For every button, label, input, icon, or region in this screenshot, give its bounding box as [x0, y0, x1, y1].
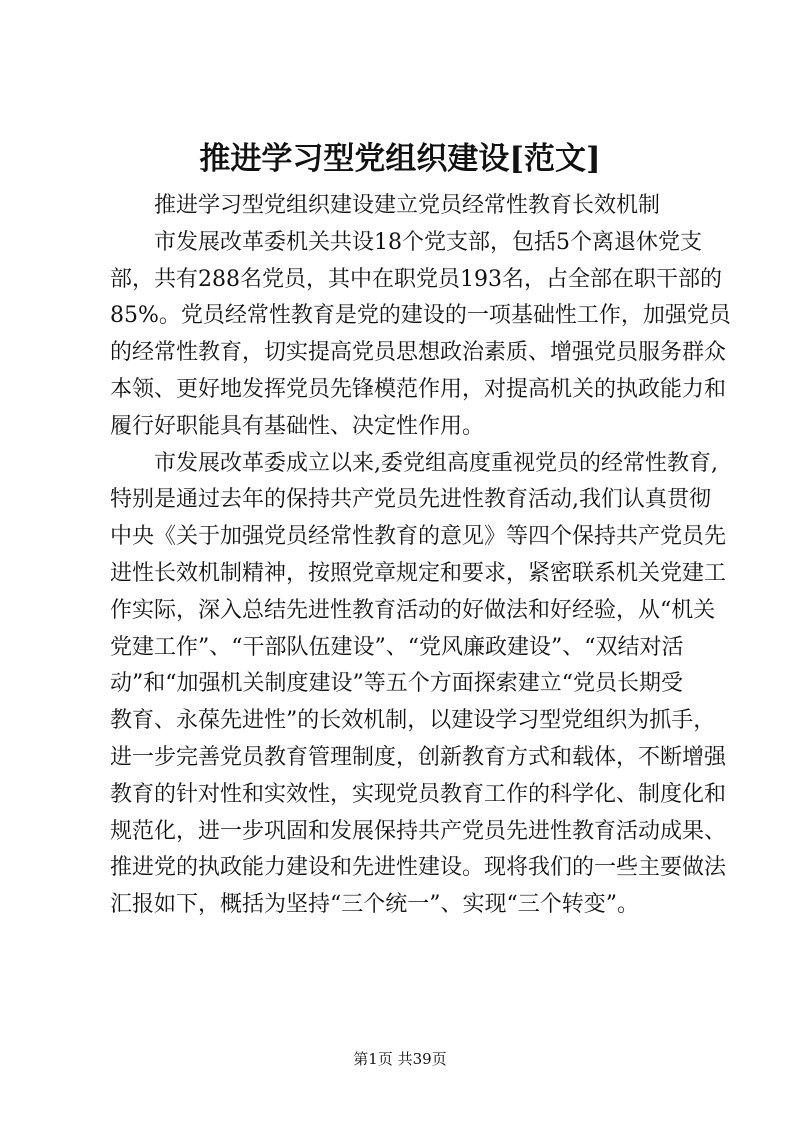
- text-line: 部，共有288名党员，其中在职党员193名，占全部在职干部的: [110, 266, 722, 292]
- text-line: 进一步完善党员教育管理制度，创新教育方式和载体，不断增强: [110, 744, 727, 770]
- text-line: 特别是通过去年的保持共产党员先进性教育活动,我们认真贯彻: [110, 487, 711, 513]
- document-body: [110, 188, 731, 924]
- text-line: 教育、永葆先进性”的长效机制，以建设学习型党组织为抓手，: [110, 708, 716, 734]
- text-line: 履行好职能具有基础性、决定性作用。: [110, 413, 485, 439]
- text-line: 本领、更好地发挥党员先锋模范作用，对提高机关的执政能力和: [110, 376, 727, 402]
- page-number-footer: 第1页 共39页: [353, 1050, 447, 1068]
- body-paragraph-2: [110, 446, 727, 924]
- text-line: 推进党的执政能力建设和先进性建设。现将我们的一些主要做法: [110, 855, 727, 881]
- text-line: 中央《关于加强党员经常性教育的意见》等四个保持共产党员先: [110, 524, 727, 550]
- text-line: 规范化，进一步巩固和发展保持共产党员先进性教育活动成果、: [110, 818, 727, 844]
- text-line: 汇报如下，概括为坚持“三个统一”、实现“三个转变”。: [110, 892, 639, 918]
- text-line: 进性长效机制精神，按照党章规定和要求，紧密联系机关党建工: [110, 560, 727, 586]
- text-line: 动”和“加强机关制度建设”等五个方面探索建立“党员长期受: [110, 671, 683, 697]
- subtitle-line: 推进学习型党组织建设建立党员经常性教育长效机制: [154, 193, 661, 218]
- document-title: 推进学习型党组织建设[范文]: [199, 141, 601, 177]
- subtitle-paragraph: [110, 188, 705, 225]
- text-line: 市发展改革委机关共设18个党支部，包括5个离退休党支: [154, 229, 702, 255]
- text-line: 作实际，深入总结先进性教育活动的好做法和好经验，从“机关: [110, 597, 716, 623]
- text-line: 教育的针对性和实效性，实现党员教育工作的科学化、制度化和: [110, 781, 727, 807]
- text-line: 市发展改革委成立以来,委党组高度重视党员的经常性教育,: [154, 450, 718, 476]
- text-line: 的经常性教育，切实提高党员思想政治素质、增强党员服务群众: [110, 340, 727, 366]
- text-line: 85%。党员经常性教育是党的建设的一项基础性工作，加强党员: [110, 303, 731, 329]
- body-paragraph-1: [110, 225, 731, 446]
- text-line: 党建工作”、“干部队伍建设”、“党风廉政建设”、“双结对活: [110, 634, 684, 660]
